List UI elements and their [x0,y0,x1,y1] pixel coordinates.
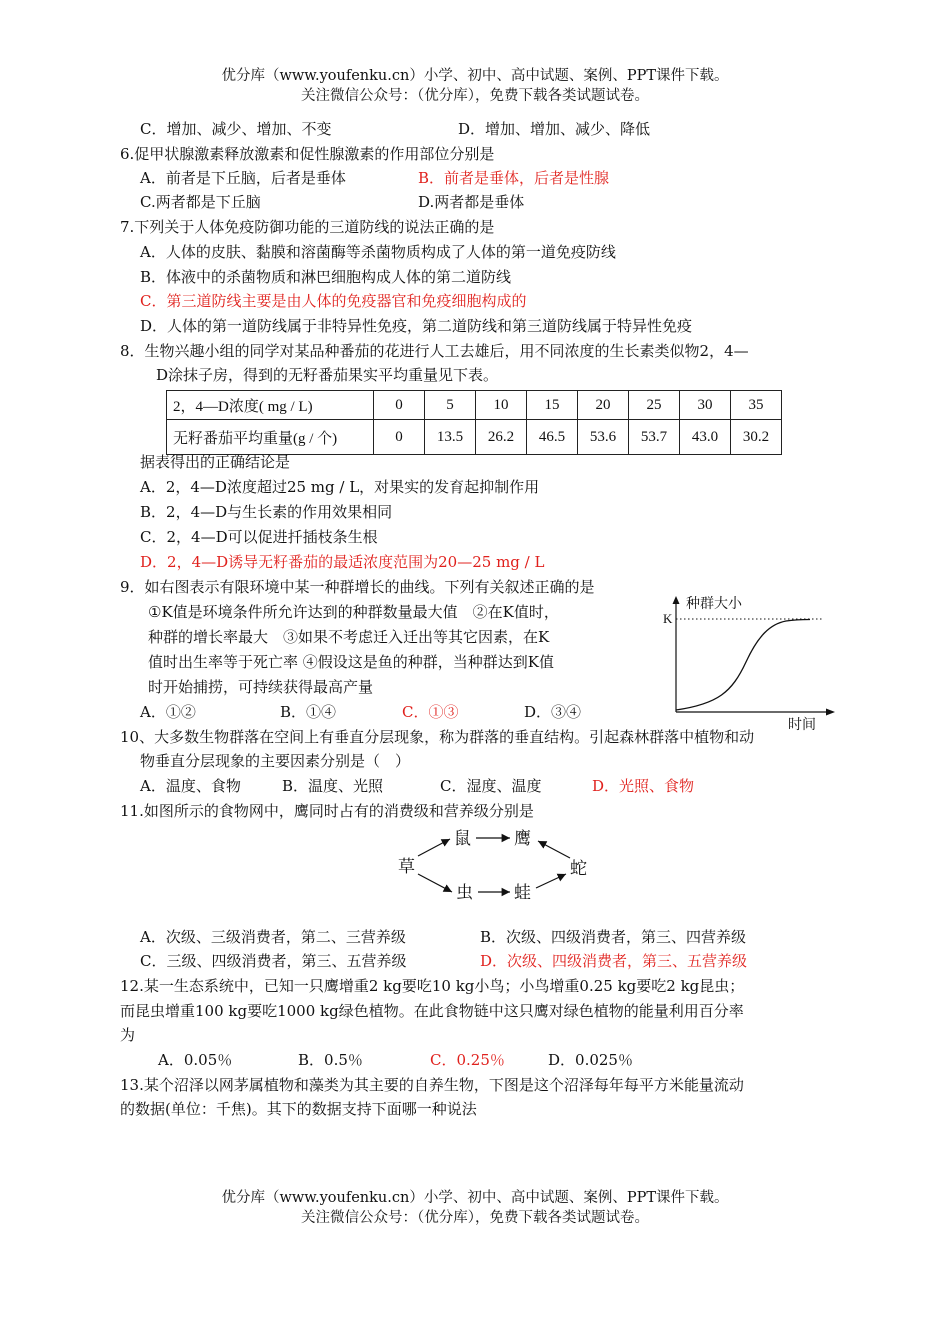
table-cell: 20 [578,391,629,420]
q6-stem: 6.促甲状腺激素释放激素和促性腺激素的作用部位分别是 [120,145,495,163]
q12-stem-line-1: 12.某一生态系统中，已知一只鹰增重2 kg要吃10 kg小鸟；小鸟增重0.25 kg要吃2 kg昆虫； [120,977,745,995]
x-axis-label: 时间 [788,717,816,732]
table-cell: 10 [476,391,527,420]
q9-body-line-4: 时开始捕捞，可持续获得最高产量 [148,678,374,696]
q9-option-c-answer: C．①③ [402,703,459,721]
q12-stem-line-3: 为 [120,1026,136,1044]
q9-body-line-1: ①K值是环境条件所允许达到的种群数量最大值 ②在K值时， [148,603,559,621]
node-snake: 蛇 [570,859,587,879]
table-cell: 25 [629,391,680,420]
table-cell: 0 [374,391,425,420]
footer-line-2: 关注微信公众号：（优分库），免费下载各类试题试卷。 [301,1210,649,1226]
q6-option-a: A．前者是下丘脑，后者是垂体 [140,169,346,187]
arrow-frog-to-snake [536,874,566,888]
arrow-grass-to-mouse [418,839,450,856]
page-footer [0,1188,950,1228]
q12-option-c-answer: C．0.25％ [430,1051,505,1069]
q7-option-c-answer: C．第三道防线主要是由人体的免疫器官和免疫细胞构成的 [140,292,527,310]
table-cell: 30 [680,391,731,420]
q5-option-c: C．增加、减少、增加、不变 [140,120,332,138]
table-cell: 26.2 [476,420,527,455]
q12-option-d: D．0.025％ [548,1051,633,1069]
node-grass: 草 [398,857,415,877]
footer-line-1: 优分库（www.youfenku.cn）小学、初中、高中试题、案例、PPT课件下载。 [221,1190,729,1206]
q9-body-line-3: 值时出生率等于死亡率 ④假设这是鱼的种群，当种群达到K值 [148,653,554,671]
q8-conclusion: 据表得出的正确结论是 [140,453,291,471]
node-insect: 虫 [456,883,473,903]
q6-option-b-answer: B．前者是垂体，后者是性腺 [418,169,610,187]
s-shaped-curve [676,620,810,711]
q10-option-a: A．温度、食物 [140,777,241,795]
node-hawk: 鹰 [514,829,531,849]
q9-body-line-2: 种群的增长率最大 ③如果不考虑迁入迁出等其它因素，在K [148,628,550,646]
header-line-1: 优分库（www.youfenku.cn）小学、初中、高中试题、案例、PPT课件下载。 [221,68,729,84]
node-mouse: 鼠 [454,829,471,849]
q5-option-d: D．增加、增加、减少、降低 [458,120,651,138]
q8-stem-line-1: 8．生物兴趣小组的同学对某品种番茄的花进行人工去雄后，用不同浓度的生长素类似物2，4— [120,342,749,360]
q6-option-c: C.两者都是下丘脑 [140,193,261,211]
q6-option-d: D.两者都是垂体 [418,193,525,211]
table-cell: 0 [374,420,425,455]
q8-option-b: B．2，4—D与生长素的作用效果相同 [140,503,393,521]
q7-option-d: D．人体的第一道防线属于非特异性免疫，第二道防线和第三道防线属于特异性免疫 [140,317,693,335]
q7-option-b: B．体液中的杀菌物质和淋巴细胞构成人体的第二道防线 [140,268,512,286]
q11-stem: 11.如图所示的食物网中，鹰同时占有的消费级和营养级分别是 [120,802,534,820]
q8-option-a: A．2，4—D浓度超过25 mg / L，对果实的发育起抑制作用 [140,478,540,496]
q8-option-d-answer: D．2，4—D诱导无籽番茄的最适浓度范围为20—25 mg / L [140,553,545,571]
table-cell: 53.7 [629,420,680,455]
q12-stem-line-2: 而昆虫增重100 kg要吃1000 kg绿色植物。在此食物链中这只鹰对绿色植物的能量利用百分率 [120,1002,744,1020]
q9-option-b: B．①④ [280,703,337,721]
header-line-2: 关注微信公众号：（优分库），免费下载各类试题试卷。 [301,88,649,104]
table-cell: 15 [527,391,578,420]
table-row-label: 无籽番茄平均重量(g / 个) [167,420,374,455]
q12-option-b: B．0.5％ [298,1051,363,1069]
q8-data-table [166,390,782,455]
k-label: K [663,611,673,626]
q13-stem-line-1: 13.某个沼泽以网茅属植物和藻类为其主要的自养生物，下图是这个沼泽每年每平方米能量流动 [120,1076,744,1094]
y-axis-arrow-icon [673,596,680,604]
table-cell: 30.2 [731,420,782,455]
table-row [167,420,782,455]
table-cell: 13.5 [425,420,476,455]
q10-option-d-answer: D．光照、食物 [592,777,695,795]
q11-option-d-answer: D．次级、四级消费者，第三、五营养级 [480,952,748,970]
node-frog: 蛙 [514,883,531,903]
q9-stem: 9．如右图表示有限环境中某一种群增长的曲线。下列有关叙述正确的是 [120,578,595,596]
q11-option-a: A．次级、三级消费者，第二、三营养级 [140,928,406,946]
q9-option-d: D．③④ [524,703,582,721]
q8-option-c: C．2，4—D可以促进扦插枝条生根 [140,528,378,546]
q10-stem-line-2: 物垂直分层现象的主要因素分别是（ ） [140,752,411,770]
q10-stem-line-1: 10、大多数生物群落在空间上有垂直分层现象，称为群落的垂直结构。引起森林群落中植物和动 [120,728,755,746]
x-axis-arrow-icon [826,709,835,716]
page-header [0,66,950,106]
q10-option-c: C．湿度、温度 [440,777,542,795]
y-axis-label: 种群大小 [686,596,742,612]
table-cell: 35 [731,391,782,420]
q7-option-a: A．人体的皮肤、黏膜和溶菌酶等杀菌物质构成了人体的第一道免疫防线 [140,243,616,261]
q11-option-b: B．次级、四级消费者，第三、四营养级 [480,928,747,946]
table-cell: 46.5 [527,420,578,455]
q11-option-c: C．三级、四级消费者，第三、五营养级 [140,952,407,970]
q8-stem-line-2: D涂抹子房，得到的无籽番茄果实平均重量见下表。 [156,366,499,384]
q13-stem-line-2: 的数据(单位：千焦)。其下的数据支持下面哪一种说法 [120,1100,477,1118]
table-row [167,391,782,420]
table-cell: 5 [425,391,476,420]
table-cell: 53.6 [578,420,629,455]
q9-growth-curve-graph [660,592,840,732]
q12-option-a: A．0.05％ [158,1051,233,1069]
arrow-snake-to-hawk [538,841,570,858]
table-row-label: 2，4—D浓度( mg / L) [167,391,374,420]
q9-option-a: A．①② [140,703,196,721]
q10-option-b: B．温度、光照 [282,777,384,795]
table-cell: 43.0 [680,420,731,455]
q7-stem: 7.下列关于人体免疫防御功能的三道防线的说法正确的是 [120,218,495,236]
arrow-grass-to-insect [418,874,452,892]
q11-food-web-diagram [380,822,620,914]
